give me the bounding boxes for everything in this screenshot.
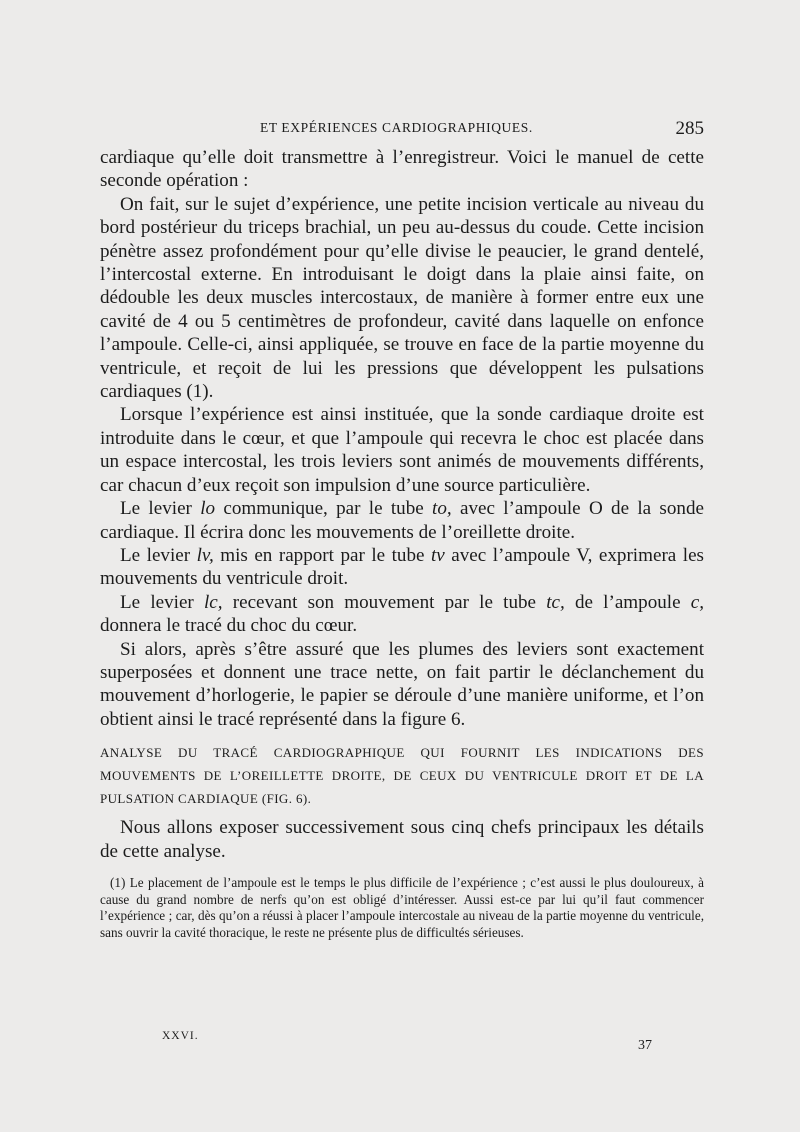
folio-number: 37 [638, 1038, 652, 1053]
paragraph-lever-lc: Le levier lc, recevant son mouvement par le tube tc, de l’ampoule c, donnera le tracé du choc du cœur. [100, 591, 704, 637]
signature-mark: XXVI. [162, 1030, 199, 1042]
page-number: 285 [675, 118, 704, 139]
paragraph-lever-lv: Le levier lv, mis en rapport par le tube tv avec l’ampoule V, exprimera les mouvements du ventricule droit. [100, 544, 704, 590]
paragraph-incision: On fait, sur le sujet d’expérience, une petite incision verticale au niveau du bord postérieur du triceps brachial, un peu au-dessus du coude. Cette incision pénètre assez profondément pour qu’elle divise le peaucier, le grand dentelé, l’intercostal externe. En introduisant le doigt dans la plaie ainsi faite, on dédouble les deux muscles intercostaux, de manière à former entre eux une cavité de 4 ou 5 centimètres de profondeur, cavité dans laquelle on enfonce l’ampoule. Celle-ci, ainsi appliquée, se trouve en face de la partie moyenne du ventricule, et reçoit de lui les pressions que développent les pulsations cardiaques (1). [100, 193, 704, 403]
footnote [100, 875, 704, 941]
paragraph-levers: Lorsque l’expérience est ainsi instituée, que la sonde cardiaque droite est introduite dans le cœur, et que l’ampoule qui recevra le choc est placée dans un espace intercostal, les trois leviers sont animés de mouvements différents, car chacun d’eux reçoit son impulsion d’une source particulière. [100, 404, 704, 496]
running-title: ET EXPÉRIENCES CARDIOGRAPHIQUES. [260, 120, 533, 135]
paragraph-analysis-intro: Nous allons exposer successivement sous cinq chefs principaux les détails de cette analyse. [100, 817, 704, 862]
paragraph-lever-lo: Le levier lo communique, par le tube to, avec l’ampoule O de la sonde cardiaque. Il écrira donc les mouvements de l’oreillette droite. [100, 498, 704, 543]
paragraph-continuation: cardiaque qu’elle doit transmettre à l’enregistreur. Voici le manuel de cette seconde opération : [100, 147, 704, 192]
page-body [100, 146, 704, 941]
footnote-text: (1) Le placement de l’ampoule est le temps le plus difficile de l’expérience ; c’est aussi le plus douloureux, à cause du grand nombre de nerfs qu’on est obligé d’intéresser. Aussi est-ce par lui qu’il faut commencer l’expérience ; car, dès qu’on a réussi à placer l’ampoule intercostale au niveau de la partie moyenne du ventricule, sans ouvrir la cavité thoracique, le reste ne présente plus de difficultés sérieuses. [100, 874, 704, 940]
page-header [100, 118, 704, 140]
paragraph-tracing: Si alors, après s’être assuré que les plumes des leviers sont exactement superposées et donnent une trace nette, on fait partir le déclanchement du mouvement d’horlogerie, le papier se déroule d’une manière uniforme, et l’on obtient ainsi le tracé représenté dans la figure 6. [100, 638, 704, 730]
section-heading: ANALYSE DU TRACÉ CARDIOGRAPHIQUE QUI FOURNIT LES INDICATIONS DES MOUVEMENTS DE L’OREILLETTE DROITE, DE CEUX DU VENTRICULE DROIT ET DE LA PULSATION CARDIAQUE (FIG. 6). [100, 745, 704, 807]
